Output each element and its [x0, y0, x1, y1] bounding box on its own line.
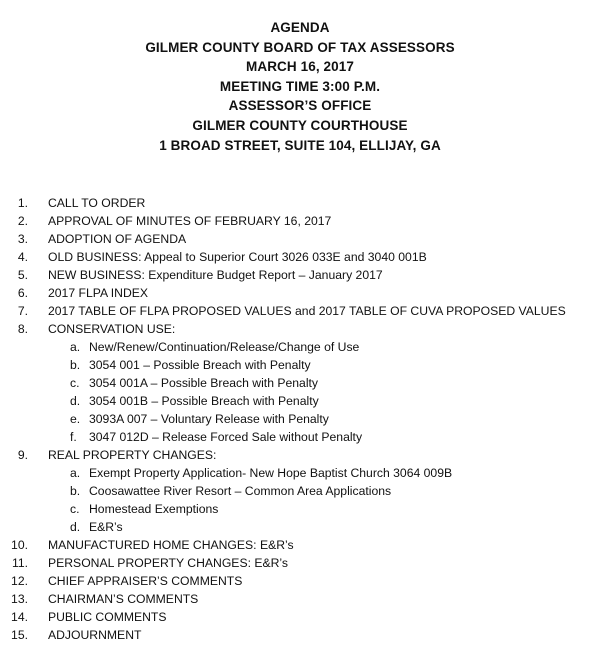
subitem-text: 3054 001A – Possible Breach with Penalty [89, 376, 319, 390]
item-text: REAL PROPERTY CHANGES: [48, 448, 217, 462]
subitem-letter: b. [70, 358, 81, 372]
item-text: APPROVAL OF MINUTES OF FEBRUARY 16, 2017 [48, 214, 332, 228]
meeting-time: MEETING TIME 3:00 P.M. [219, 78, 381, 94]
subitem-letter: c. [70, 376, 80, 390]
conservation-subitem-a [0, 338, 600, 356]
subitem-text: 3093A 007 – Voluntary Release with Penalty [89, 412, 329, 426]
item-text: ADOPTION OF AGENDA [48, 232, 187, 246]
conservation-subitem-f [0, 428, 600, 446]
item-text: 2017 FLPA INDEX [48, 286, 149, 300]
item-text: CONSERVATION USE: [48, 322, 176, 336]
agenda-item-1 [0, 194, 600, 212]
meeting-date: MARCH 16, 2017 [246, 59, 354, 75]
item-number: 8. [17, 322, 28, 336]
street-address: 1 BROAD STREET, SUITE 104, ELLIJAY, GA [159, 137, 441, 153]
subitem-letter: e. [70, 412, 81, 426]
subitem-letter: d. [70, 394, 81, 408]
subitem-text: Homestead Exemptions [89, 502, 219, 516]
subitem-letter: f. [70, 430, 77, 444]
agenda-list [0, 194, 600, 644]
subitem-text: 3054 001 – Possible Breach with Penalty [89, 358, 311, 372]
agenda-item-2 [0, 212, 600, 230]
subitem-text: Exempt Property Application- New Hope Baptist Church 3064 009B [89, 466, 453, 480]
item-number: 11. [11, 556, 28, 570]
item-number: 5. [17, 268, 28, 282]
item-number: 2. [17, 214, 28, 228]
item-text: NEW BUSINESS: Expenditure Budget Report – January 2017 [48, 268, 383, 282]
agenda-item-10 [0, 536, 600, 554]
meeting-location: ASSESSOR’S OFFICE [228, 98, 372, 114]
conservation-subitem-d [0, 392, 600, 410]
item-text: PUBLIC COMMENTS [48, 610, 167, 624]
subitem-letter: d. [70, 520, 81, 534]
item-number: 12. [11, 574, 28, 588]
agenda-item-6 [0, 284, 600, 302]
real-property-subitem-d [0, 518, 600, 536]
agenda-item-11 [0, 554, 600, 572]
subitem-letter: b. [70, 484, 81, 498]
real-property-subitem-b [0, 482, 600, 500]
conservation-subitem-b [0, 356, 600, 374]
real-property-subitem-a [0, 464, 600, 482]
board-name: GILMER COUNTY BOARD OF TAX ASSESSORS [145, 39, 455, 55]
agenda-item-12 [0, 572, 600, 590]
subitem-letter: a. [70, 340, 81, 354]
agenda-item-13 [0, 590, 600, 608]
agenda-item-9 [0, 446, 600, 464]
item-number: 3. [17, 232, 28, 246]
agenda-item-3 [0, 230, 600, 248]
item-text: 2017 TABLE OF FLPA PROPOSED VALUES and 2017 TABLE OF CUVA PROPOSED VALUES [48, 304, 566, 318]
subitem-text: 3047 012D – Release Forced Sale without Penalty [89, 430, 363, 444]
item-text: CHIEF APPRAISER’S COMMENTS [48, 574, 243, 588]
subitem-letter: c. [70, 502, 80, 516]
item-number: 9. [17, 448, 28, 462]
subitem-text: New/Renew/Continuation/Release/Change of Use [89, 340, 360, 354]
subitem-text: Coosawattee River Resort – Common Area Applications [89, 484, 392, 498]
conservation-subitem-e [0, 410, 600, 428]
item-text: ADJOURNMENT [48, 628, 142, 642]
item-number: 4. [17, 250, 28, 264]
item-text: CHAIRMAN’S COMMENTS [48, 592, 199, 606]
item-number: 13. [11, 592, 28, 606]
item-text: CALL TO ORDER [48, 196, 146, 210]
agenda-title: AGENDA [270, 20, 330, 35]
building-name: GILMER COUNTY COURTHOUSE [192, 117, 408, 133]
agenda-item-15 [0, 626, 600, 644]
item-number: 1. [17, 196, 28, 210]
agenda-item-4 [0, 248, 600, 266]
agenda-item-7 [0, 302, 600, 320]
item-number: 15. [11, 628, 28, 642]
real-property-subitem-c [0, 500, 600, 518]
conservation-subitem-c [0, 374, 600, 392]
subitem-text: E&R’s [89, 520, 123, 534]
item-text: OLD BUSINESS: Appeal to Superior Court 3026 033E and 3040 001B [48, 250, 427, 264]
subitem-text: 3054 001B – Possible Breach with Penalty [89, 394, 319, 408]
item-text: MANUFACTURED HOME CHANGES: E&R’s [48, 538, 294, 552]
agenda-item-8 [0, 320, 600, 338]
item-number: 6. [17, 286, 28, 300]
item-number: 14. [11, 610, 28, 624]
item-number: 10. [11, 538, 28, 552]
subitem-letter: a. [70, 466, 81, 480]
agenda-header [0, 18, 600, 155]
item-number: 7. [17, 304, 28, 318]
item-text: PERSONAL PROPERTY CHANGES: E&R’s [48, 556, 288, 570]
agenda-item-14 [0, 608, 600, 626]
agenda-item-5 [0, 266, 600, 284]
